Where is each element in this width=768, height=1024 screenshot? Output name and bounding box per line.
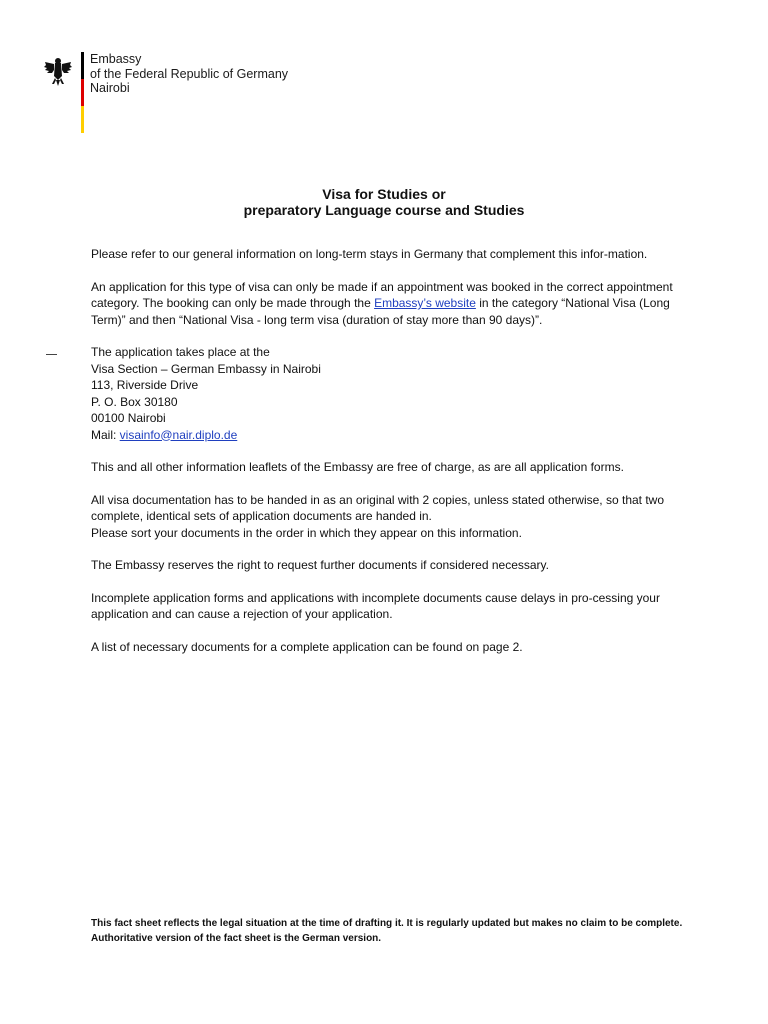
intro-paragraph: Please refer to our general information on long-term stays in Germany that complement this infor-mation. <box>91 247 648 261</box>
appointment-text-cont: in the category “National Visa (Long Term)” and then “National Visa - long term visa (duration of stay more than 90 days)”. <box>91 296 670 327</box>
address-line: 00100 Nairobi <box>91 411 166 425</box>
embassy-name-line: of the Federal Republic of Germany <box>90 66 289 81</box>
margin-mark <box>46 354 57 355</box>
flag-stripe-black <box>81 52 84 79</box>
embassy-name-line: Embassy <box>90 52 142 66</box>
document-list-paragraph: A list of necessary documents for a complete application can be found on page 2. <box>91 639 523 654</box>
mail-label: Mail: <box>91 427 120 442</box>
flag-stripe-gold <box>81 106 84 133</box>
email-link[interactable]: visainfo@nair.diplo.de <box>119 427 238 442</box>
embassy-website-link[interactable]: Embassy’s website <box>374 296 476 310</box>
documentation-paragraph <box>91 492 681 542</box>
free-of-charge-paragraph: This and all other information leaflets of the Embassy are free of charge, as are all application forms. <box>91 460 624 474</box>
address-line: P. O. Box 30180 <box>91 394 178 409</box>
address-line: The application takes place at the <box>91 345 270 359</box>
incomplete-forms-paragraph: Incomplete application forms and applications with incomplete documents cause delays in pro-cessing your application and can cause a rejection of your application. <box>91 590 660 621</box>
appointment-paragraph <box>91 279 681 329</box>
address-block <box>91 344 681 443</box>
document-body <box>91 246 681 671</box>
address-line: 113, Riverside Drive <box>91 378 199 392</box>
address-line: Visa Section – German Embassy in Nairobi <box>91 361 321 376</box>
embassy-name <box>90 52 288 96</box>
flag-stripe-red <box>81 79 84 106</box>
documentation-text: All visa documentation has to be handed in as an original with 2 copies, unless stated otherwise, so that two complete, identical sets of application documents are handed in. <box>91 492 665 523</box>
german-flag-bar <box>81 52 84 133</box>
embassy-name-line: Nairobi <box>90 81 130 95</box>
title-line-2: preparatory Language course and Studies <box>243 202 525 218</box>
sorting-text: Please sort your documents in the order in which they appear on this information. <box>91 525 522 540</box>
title-line-1: Visa for Studies or <box>322 186 446 202</box>
disclaimer-footer: This fact sheet reflects the legal situation at the time of drafting it. It is regularly updated but makes no claim to be complete. Authoritative version of the fact sheet is the German version. <box>91 918 683 944</box>
further-documents-paragraph: The Embassy reserves the right to request further documents if considered necessary. <box>91 558 549 572</box>
federal-eagle-icon <box>43 56 73 88</box>
appointment-text: An application for this type of visa can only be made if an appointment was booked in the correct appointment category. The booking can only be made through the <box>91 279 673 310</box>
document-title <box>0 186 768 218</box>
letterhead <box>43 52 288 133</box>
